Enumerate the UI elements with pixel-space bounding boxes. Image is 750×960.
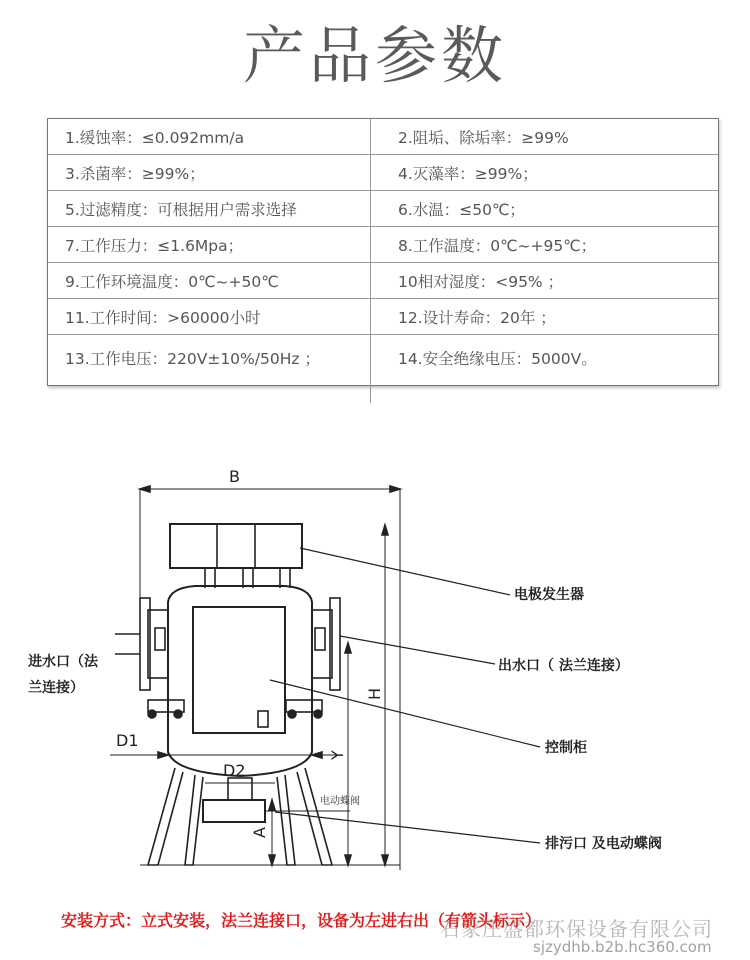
param-row — [48, 191, 718, 227]
dim-y-label: Y — [328, 750, 347, 760]
label-inlet-line2: 兰连接） — [28, 680, 84, 696]
param-row — [48, 155, 718, 191]
label-drain-valve: 排污口 及电动蝶阀 — [545, 836, 662, 852]
param-cell: 5.过滤精度：可根据用户需求选择 — [48, 191, 371, 227]
param-cell: 4.灭藻率：≥99%； — [371, 155, 719, 191]
param-cell: 12.设计寿命：20年 ； — [371, 299, 719, 335]
watermark-url: sjzydhb.b2b.hc360.com — [533, 938, 712, 956]
param-row — [48, 227, 718, 263]
param-cell: 2.阻垢、除垢率：≥99% — [371, 119, 719, 155]
param-cell: 7.工作压力：≤1.6Mpa； — [48, 227, 371, 263]
install-note: 安装方式：立式安装，法兰连接口，设备为左进右出（有箭头标示） — [61, 911, 542, 930]
dim-d1-label: D1 — [116, 731, 139, 750]
label-control-cabinet: 控制柜 — [545, 740, 587, 756]
param-cell: 13.工作电压：220V±10%/50Hz ； — [48, 335, 371, 404]
page-title: 产品参数 — [242, 19, 507, 92]
dim-b-label: B — [229, 467, 240, 486]
param-row — [48, 263, 718, 299]
valve-note: 电动蝶阀 — [320, 796, 360, 807]
equipment-diagram — [0, 440, 750, 900]
param-row — [48, 119, 718, 155]
label-electrode-generator: 电极发生器 — [514, 587, 584, 603]
param-cell: 14.安全绝缘电压：5000V。 — [398, 350, 597, 368]
param-cell: 1.缓蚀率：≤0.092mm/a — [48, 119, 371, 155]
dim-h-label: H — [365, 687, 384, 700]
label-inlet-line1: 进水口（法 — [28, 654, 98, 670]
param-cell: 10相对湿度：<95% ； — [371, 263, 719, 299]
param-cell: 8.工作温度：0℃~+95℃； — [371, 227, 719, 263]
param-cell: 9.工作环境温度：0℃~+50℃ — [48, 263, 371, 299]
dim-a-label: A — [250, 827, 269, 838]
watermark-company: 石家庄盛都环保设备有限公司 — [440, 917, 713, 941]
param-row — [48, 299, 718, 335]
param-row — [48, 335, 718, 404]
dim-d2-label: D2 — [223, 761, 246, 780]
parameter-table — [47, 118, 719, 386]
param-cell: 11.工作时间：>60000小时 — [48, 299, 371, 335]
label-outlet: 出水口（ 法兰连接） — [498, 658, 629, 674]
param-cell: 6.水温：≤50℃； — [371, 191, 719, 227]
param-cell: 3.杀菌率：≥99%； — [48, 155, 371, 191]
